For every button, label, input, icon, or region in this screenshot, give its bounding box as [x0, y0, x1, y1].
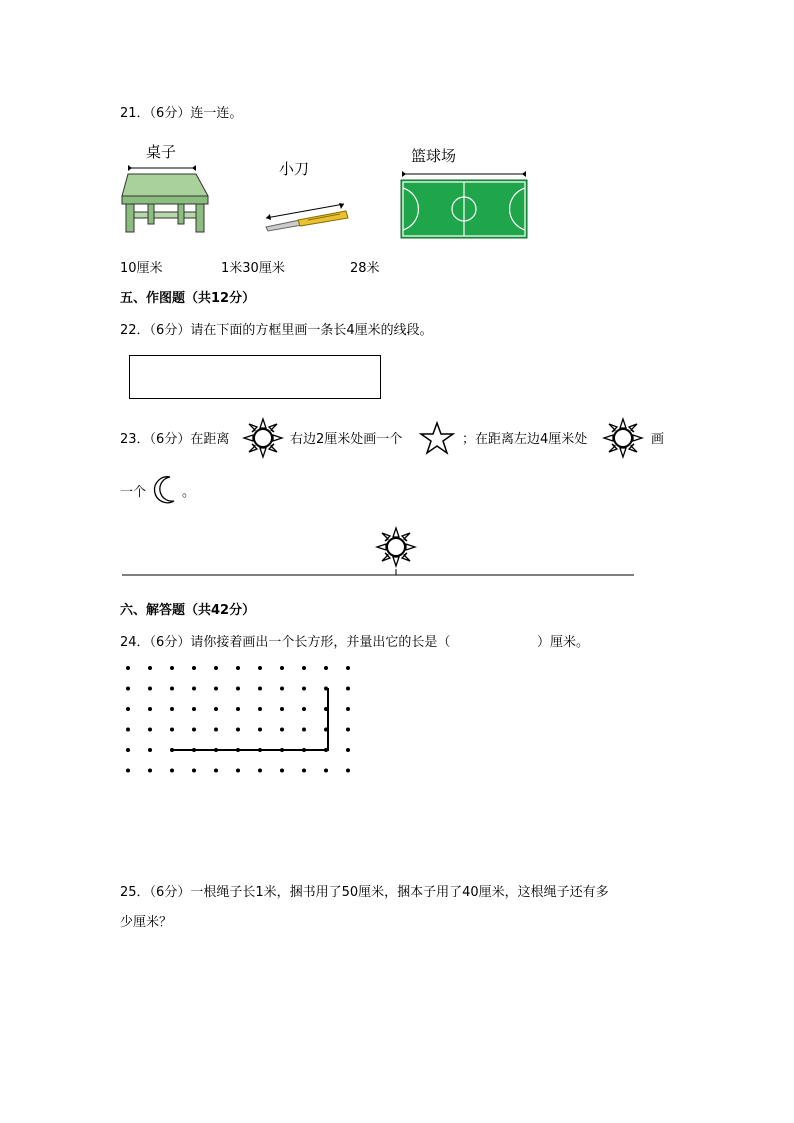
grid-dot: [302, 687, 306, 691]
grid-dot: [170, 769, 174, 773]
grid-dot: [126, 748, 130, 752]
drawing-box[interactable]: [129, 355, 381, 399]
grid-dot: [302, 707, 306, 711]
grid-dot: [170, 666, 174, 670]
grid-dot: [280, 728, 284, 732]
grid-dot: [258, 687, 262, 691]
grid-dot: [346, 707, 350, 711]
grid-dot: [148, 769, 152, 773]
grid-dot: [346, 728, 350, 732]
q24-text-end: ）厘米。: [537, 635, 590, 650]
q21-text: 21．（6分）连一连。: [120, 106, 243, 121]
grid-dot: [126, 728, 130, 732]
grid-dot: [214, 707, 218, 711]
grid-dot: [192, 666, 196, 670]
sun-icon: [243, 418, 283, 458]
q25-line1: 25．（6分）一根绳子长1米，捆书用了50厘米，捆本子用了40厘米，这根绳子还有多: [120, 885, 609, 900]
grid-dot: [258, 707, 262, 711]
grid-dot: [192, 687, 196, 691]
grid-dot: [258, 666, 262, 670]
option-10cm: 10厘米: [120, 261, 163, 276]
grid-dot: [280, 687, 284, 691]
desk-image: [118, 160, 218, 236]
grid-dot: [236, 707, 240, 711]
section6-title: 六、解答题（共42分）: [120, 603, 256, 618]
grid-dot: [214, 728, 218, 732]
knife-image: [260, 200, 352, 234]
grid-dot: [346, 748, 350, 752]
court-image: [400, 168, 528, 240]
sun-icon-2: [603, 418, 643, 458]
grid-dot: [236, 728, 240, 732]
q23-part5: 一个: [120, 485, 147, 500]
grid-dot: [258, 728, 262, 732]
moon-icon: [150, 474, 180, 506]
grid-dot: [170, 707, 174, 711]
grid-dot: [236, 666, 240, 670]
grid-dot: [126, 769, 130, 773]
grid-dot: [170, 687, 174, 691]
grid-dot: [280, 769, 284, 773]
knife-label: 小刀: [279, 161, 310, 178]
grid-dot: [214, 687, 218, 691]
dot-grid[interactable]: [120, 660, 360, 780]
grid-dot: [214, 769, 218, 773]
grid-dot: [324, 769, 328, 773]
grid-dot: [346, 687, 350, 691]
grid-dot: [148, 748, 152, 752]
desk-label: 桌子: [146, 144, 177, 161]
grid-dot: [346, 769, 350, 773]
grid-dot: [302, 769, 306, 773]
grid-dot: [192, 728, 196, 732]
baseline: [120, 565, 640, 579]
grid-dot: [126, 666, 130, 670]
grid-dot: [258, 769, 262, 773]
q23-part4: 画: [651, 432, 665, 447]
option-28m: 28米: [350, 261, 380, 276]
grid-dot: [346, 666, 350, 670]
grid-dot: [280, 666, 284, 670]
grid-dot: [126, 707, 130, 711]
option-1m30cm: 1米30厘米: [221, 261, 285, 276]
grid-dot: [280, 707, 284, 711]
q23-part3: ；在距离左边4厘米处: [462, 432, 588, 447]
grid-dot: [214, 666, 218, 670]
section5-title: 五、作图题（共12分）: [120, 291, 256, 306]
sun-icon-on-line: [376, 527, 416, 567]
q23-part6: 。: [182, 485, 196, 500]
grid-dot: [148, 687, 152, 691]
grid-dot: [302, 728, 306, 732]
grid-dot: [148, 707, 152, 711]
q23-part2: 右边2厘米处画一个: [290, 432, 403, 447]
grid-dot: [324, 666, 328, 670]
court-label: 篮球场: [411, 148, 457, 165]
grid-dot: [192, 707, 196, 711]
q24-text: 24．（6分）请你接着画出一个长方形，并量出它的长是（: [120, 635, 451, 650]
q22-text: 22．（6分）请在下面的方框里画一条长4厘米的线段。: [120, 323, 433, 338]
q25-line2: 少厘米？: [120, 915, 173, 930]
grid-dot: [126, 687, 130, 691]
grid-dot: [192, 769, 196, 773]
grid-dot: [148, 666, 152, 670]
grid-dot: [236, 687, 240, 691]
star-icon: [419, 421, 455, 457]
grid-dot: [170, 728, 174, 732]
q23-part1: 23．（6分）在距离: [120, 432, 230, 447]
grid-dot: [302, 666, 306, 670]
grid-dot: [236, 769, 240, 773]
grid-dot: [148, 728, 152, 732]
